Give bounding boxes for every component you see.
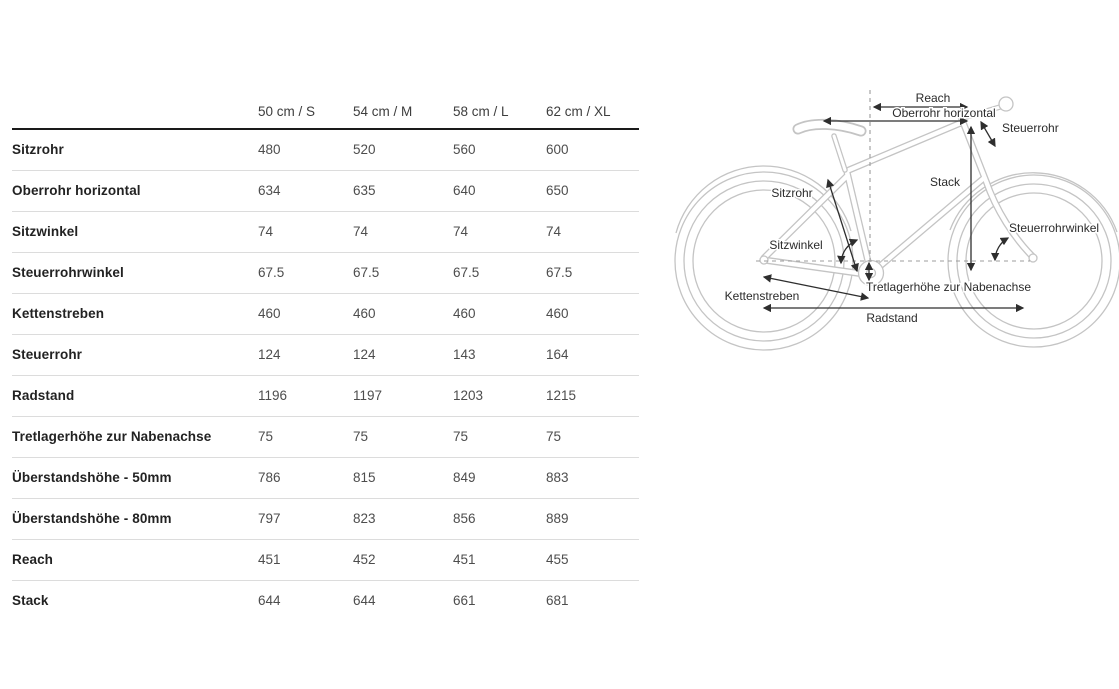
cell-value: 600 [546, 142, 569, 158]
cell-value: 786 [258, 470, 281, 486]
cell-value: 815 [353, 470, 376, 486]
cell-value: 455 [546, 552, 569, 568]
row-label: Steuerrohrwinkel [12, 265, 124, 281]
row-label: Radstand [12, 388, 75, 404]
saddle-icon [798, 124, 861, 131]
row-label: Sitzwinkel [12, 224, 79, 240]
row-label: Steuerrohr [12, 347, 83, 363]
cell-value: 67.5 [353, 265, 380, 281]
cell-value: 681 [546, 593, 569, 609]
steuerrohr-arrow [981, 122, 995, 146]
diagram-label-sitzwinkel: Sitzwinkel [769, 238, 823, 252]
cell-value: 67.5 [546, 265, 573, 281]
cell-value: 124 [353, 347, 376, 363]
cell-value: 644 [258, 593, 281, 609]
cell-value: 1215 [546, 388, 577, 404]
cell-value: 1203 [453, 388, 484, 404]
cell-value: 650 [546, 183, 569, 199]
handlebar-grip-icon [999, 97, 1013, 111]
row-label: Tretlagerhöhe zur Nabenachse [12, 429, 212, 445]
cell-value: 1197 [353, 388, 383, 404]
diagram-label-stack: Stack [929, 175, 961, 189]
cell-value: 75 [546, 429, 562, 445]
cell-value: 520 [353, 142, 376, 158]
cell-value: 460 [258, 306, 281, 322]
cell-value: 74 [258, 224, 274, 240]
front-dropout-icon [1029, 254, 1037, 262]
row-label: Stack [12, 593, 49, 609]
cell-value: 644 [353, 593, 376, 609]
cell-value: 823 [353, 511, 376, 527]
row-label: Reach [12, 552, 54, 568]
cell-value: 124 [258, 347, 281, 363]
cell-value: 640 [453, 183, 476, 199]
bottom-bracket-icon [867, 269, 876, 278]
cell-value: 460 [353, 306, 376, 322]
cell-value: 74 [453, 224, 469, 240]
cell-value: 67.5 [453, 265, 480, 281]
row-label: Oberrohr horizontal [12, 183, 141, 199]
cell-value: 143 [453, 347, 476, 363]
cell-value: 460 [546, 306, 569, 322]
column-header-l: 58 cm / L [453, 103, 509, 119]
row-label: Überstandshöhe - 80mm [12, 511, 172, 527]
cell-value: 560 [453, 142, 476, 158]
column-header-xl: 62 cm / XL [546, 103, 611, 119]
diagram-label-oberrohr: Oberrohr horizontal [892, 106, 996, 120]
cell-value: 883 [546, 470, 569, 486]
cell-value: 74 [353, 224, 369, 240]
cell-value: 75 [258, 429, 274, 445]
diagram-label-radstand: Radstand [866, 311, 918, 325]
cell-value: 661 [453, 593, 476, 609]
cell-value: 451 [453, 552, 476, 568]
cell-value: 74 [546, 224, 562, 240]
row-label: Sitzrohr [12, 142, 64, 158]
cell-value: 797 [258, 511, 281, 527]
rear-dropout-icon [760, 256, 768, 264]
cell-value: 634 [258, 183, 281, 199]
cell-value: 635 [353, 183, 376, 199]
diagram-label-steuerrohr: Steuerrohr [1002, 121, 1059, 135]
cell-value: 849 [453, 470, 476, 486]
cell-value: 452 [353, 552, 376, 568]
cell-value: 75 [353, 429, 369, 445]
diagram-label-tretlagerhoehe: Tretlagerhöhe zur Nabenachse [866, 280, 1031, 294]
cell-value: 460 [453, 306, 476, 322]
diagram-labels [725, 91, 1099, 325]
cell-value: 856 [453, 511, 476, 527]
steuerrohrwinkel-arc [995, 238, 1008, 260]
measurement-arrows [764, 107, 1023, 308]
column-header-m: 54 cm / M [353, 103, 413, 119]
cell-value: 67.5 [258, 265, 285, 281]
cell-value: 164 [546, 347, 569, 363]
cell-value: 480 [258, 142, 281, 158]
cell-value: 1196 [258, 388, 288, 404]
row-label: Überstandshöhe - 50mm [12, 470, 172, 486]
row-label: Kettenstreben [12, 306, 105, 322]
column-header-s: 50 cm / S [258, 103, 316, 119]
cell-value: 451 [258, 552, 281, 568]
cell-value: 75 [453, 429, 469, 445]
diagram-label-kettenstreben: Kettenstreben [724, 289, 800, 303]
diagram-label-steuerrohrwinkel: Steuerrohrwinkel [1009, 221, 1100, 235]
diagram-label-sitzrohr: Sitzrohr [771, 186, 813, 200]
cell-value: 889 [546, 511, 569, 527]
diagram-label-reach: Reach [915, 91, 951, 105]
